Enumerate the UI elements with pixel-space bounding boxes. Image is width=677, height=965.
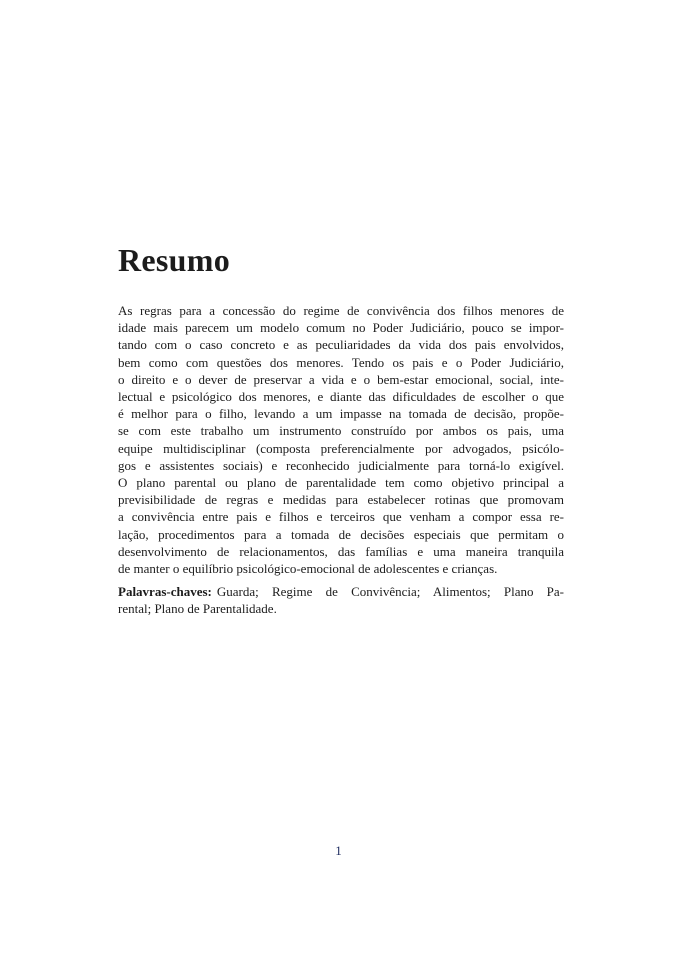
abstract-line: lectual e psicológico dos menores, e diante das dificuldades de escolher o que (118, 389, 564, 405)
abstract-line: a convivência entre pais e filhos e terceiros que venham a compor essa re- (118, 509, 564, 525)
abstract-line: desenvolvimento de relacionamentos, das famílias e uma maneira tranquila (118, 543, 564, 559)
abstract-line: bem como com questões dos menores. Tendo os pais e o Poder Judiciário, (118, 354, 564, 370)
page-number: 1 (335, 843, 342, 858)
keywords-line (118, 583, 564, 600)
abstract-line: equipe multidisciplinar (composta preferencialmente por advogados, psicólo- (118, 440, 564, 456)
abstract-line: previsibilidade de regras e medidas para estabelecer rotinas que promovam (118, 492, 564, 508)
page-title: Resumo (118, 242, 231, 279)
keywords-line: rental; Plano de Parentalidade. (118, 601, 277, 617)
abstract-line: O plano parental ou plano de parentalidade tem como objetivo principal a (118, 475, 564, 491)
abstract-line: gos e assistentes sociais) e reconhecido judicialmente para torná-lo exigível. (118, 457, 564, 473)
abstract-line: As regras para a concessão do regime de convivência dos filhos menores de (118, 303, 564, 318)
keywords-paragraph (118, 583, 564, 617)
abstract-paragraph (118, 302, 564, 577)
abstract-line: é melhor para o filho, levando a um impasse na tomada de decisão, propõe- (118, 406, 564, 422)
abstract-line: o direito e o dever de preservar a vida e o bem-estar emocional, social, inte- (118, 371, 564, 387)
abstract-line: se com este trabalho um instrumento construído por ambos os pais, uma (118, 423, 564, 439)
abstract-line: lação, procedimentos para a tomada de decisões especiais que permitam o (118, 526, 564, 542)
keywords-label: Palavras-chaves: (118, 584, 212, 599)
abstract-line: de manter o equilíbrio psicológico-emocional de adolescentes e crianças. (118, 561, 498, 577)
keywords-text: Guarda; Regime de Convivência; Alimentos; Plano Pa- (216, 584, 564, 599)
abstract-line: idade mais parecem um modelo comum no Poder Judiciário, pouco se impor- (118, 320, 564, 336)
abstract-line: tando com o caso concreto e as peculiaridades da vida dos pais envolvidos, (118, 337, 564, 353)
